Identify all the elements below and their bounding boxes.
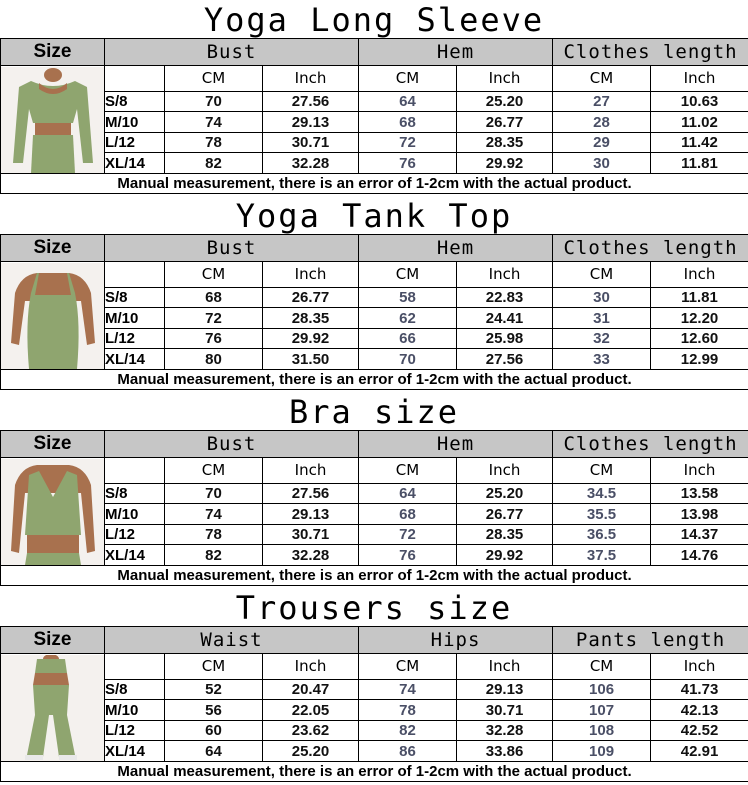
measurement-cell: 30.71 bbox=[263, 132, 359, 153]
size-label: XL/14 bbox=[105, 349, 165, 370]
unit-cm: CM bbox=[553, 66, 651, 92]
size-section-long-sleeve bbox=[0, 0, 748, 196]
measurement-cell: 13.58 bbox=[651, 483, 748, 504]
unit-cm: CM bbox=[165, 66, 263, 92]
measurement-cell: 23.62 bbox=[263, 720, 359, 741]
group-header: Clothes length bbox=[553, 431, 748, 458]
measurement-cell: 56 bbox=[165, 700, 263, 721]
measurement-cell: 31 bbox=[553, 308, 651, 329]
size-section-tank-top bbox=[0, 196, 748, 392]
size-label: M/10 bbox=[105, 504, 165, 525]
unit-inch: Inch bbox=[457, 654, 553, 680]
measurement-cell: 70 bbox=[165, 91, 263, 112]
measurement-cell: 27.56 bbox=[263, 91, 359, 112]
measurement-cell: 30.71 bbox=[457, 700, 553, 721]
measurement-cell: 70 bbox=[359, 349, 457, 370]
measurement-cell: 42.91 bbox=[651, 741, 748, 762]
measurement-cell: 31.50 bbox=[263, 349, 359, 370]
size-label: S/8 bbox=[105, 679, 165, 700]
measurement-cell: 76 bbox=[359, 545, 457, 566]
unit-inch: Inch bbox=[651, 458, 748, 484]
unit-inch: Inch bbox=[457, 262, 553, 288]
measurement-cell: 33.86 bbox=[457, 741, 553, 762]
measurement-cell: 29.13 bbox=[263, 112, 359, 133]
group-header: Hips bbox=[359, 627, 553, 654]
size-section-bra bbox=[0, 392, 748, 588]
measurement-cell: 109 bbox=[553, 741, 651, 762]
measurement-cell: 25.98 bbox=[457, 328, 553, 349]
measurement-cell: 68 bbox=[359, 504, 457, 525]
measurement-cell: 26.77 bbox=[263, 287, 359, 308]
measurement-cell: 82 bbox=[165, 153, 263, 174]
size-label: L/12 bbox=[105, 720, 165, 741]
measurement-cell: 14.37 bbox=[651, 524, 748, 545]
measurement-cell: 11.81 bbox=[651, 153, 748, 174]
unit-cm: CM bbox=[359, 262, 457, 288]
unit-inch: Inch bbox=[651, 262, 748, 288]
table-row bbox=[1, 153, 748, 174]
garment-illustration bbox=[1, 263, 105, 369]
group-header: Bust bbox=[105, 431, 359, 458]
garment-illustration bbox=[1, 459, 105, 565]
measurement-cell: 11.02 bbox=[651, 112, 748, 133]
measurement-cell: 12.99 bbox=[651, 349, 748, 370]
unit-cm: CM bbox=[359, 654, 457, 680]
size-label: M/10 bbox=[105, 700, 165, 721]
measurement-cell: 30.71 bbox=[263, 524, 359, 545]
product-photo bbox=[1, 458, 105, 566]
measurement-cell: 74 bbox=[359, 679, 457, 700]
section-title: Yoga Long Sleeve bbox=[203, 1, 545, 39]
table-row bbox=[1, 349, 748, 370]
size-label: L/12 bbox=[105, 132, 165, 153]
measurement-cell: 72 bbox=[359, 132, 457, 153]
section-title: Yoga Tank Top bbox=[235, 197, 513, 235]
measurement-cell: 14.76 bbox=[651, 545, 748, 566]
size-label: S/8 bbox=[105, 91, 165, 112]
measurement-cell: 11.42 bbox=[651, 132, 748, 153]
table-row bbox=[1, 308, 748, 329]
measurement-cell: 80 bbox=[165, 349, 263, 370]
measurement-cell: 30 bbox=[553, 153, 651, 174]
measurement-cell: 26.77 bbox=[457, 112, 553, 133]
measurement-cell: 28.35 bbox=[457, 524, 553, 545]
long-sleeve-crop-top-photo bbox=[1, 67, 105, 173]
group-header: Clothes length bbox=[553, 39, 748, 66]
unit-inch: Inch bbox=[263, 66, 359, 92]
group-header: Hem bbox=[359, 431, 553, 458]
unit-inch: Inch bbox=[651, 66, 748, 92]
measurement-cell: 72 bbox=[359, 524, 457, 545]
measurement-cell: 27.56 bbox=[457, 349, 553, 370]
measurement-cell: 78 bbox=[165, 132, 263, 153]
size-header: Size bbox=[1, 235, 105, 262]
measurement-cell: 26.77 bbox=[457, 504, 553, 525]
measurement-cell: 13.98 bbox=[651, 504, 748, 525]
garment-illustration bbox=[1, 67, 105, 173]
group-header: Waist bbox=[105, 627, 359, 654]
unit-inch: Inch bbox=[457, 66, 553, 92]
measurement-cell: 27.56 bbox=[263, 483, 359, 504]
measurement-cell: 30 bbox=[553, 287, 651, 308]
product-photo bbox=[1, 262, 105, 370]
table-row bbox=[1, 287, 748, 308]
size-label: M/10 bbox=[105, 112, 165, 133]
measurement-cell: 33 bbox=[553, 349, 651, 370]
measurement-cell: 32 bbox=[553, 328, 651, 349]
measurement-cell: 20.47 bbox=[263, 679, 359, 700]
measurement-cell: 72 bbox=[165, 308, 263, 329]
measurement-cell: 64 bbox=[359, 483, 457, 504]
table-row bbox=[1, 545, 748, 566]
size-section-trousers bbox=[0, 588, 748, 784]
measurement-cell: 64 bbox=[165, 741, 263, 762]
measurement-cell: 37.5 bbox=[553, 545, 651, 566]
measurement-cell: 27 bbox=[553, 91, 651, 112]
measurement-cell: 74 bbox=[165, 504, 263, 525]
measurement-cell: 78 bbox=[359, 700, 457, 721]
measurement-cell: 28.35 bbox=[457, 132, 553, 153]
size-label: L/12 bbox=[105, 524, 165, 545]
measurement-cell: 32.28 bbox=[457, 720, 553, 741]
measurement-cell: 68 bbox=[165, 287, 263, 308]
measurement-cell: 10.63 bbox=[651, 91, 748, 112]
product-photo bbox=[1, 654, 105, 762]
size-header: Size bbox=[1, 39, 105, 66]
measurement-cell: 86 bbox=[359, 741, 457, 762]
size-table bbox=[0, 38, 748, 194]
measurement-cell: 22.83 bbox=[457, 287, 553, 308]
measurement-cell: 25.20 bbox=[263, 741, 359, 762]
measurement-cell: 32.28 bbox=[263, 153, 359, 174]
measurement-cell: 82 bbox=[165, 545, 263, 566]
size-label: S/8 bbox=[105, 483, 165, 504]
size-table bbox=[0, 626, 748, 782]
measurement-cell: 74 bbox=[165, 112, 263, 133]
measurement-cell: 68 bbox=[359, 112, 457, 133]
unit-inch: Inch bbox=[651, 654, 748, 680]
measurement-cell: 29.92 bbox=[457, 153, 553, 174]
size-label: XL/14 bbox=[105, 153, 165, 174]
table-row bbox=[1, 112, 748, 133]
unit-cm: CM bbox=[359, 66, 457, 92]
measurement-cell: 76 bbox=[165, 328, 263, 349]
table-row bbox=[1, 132, 748, 153]
group-header: Hem bbox=[359, 235, 553, 262]
table-row bbox=[1, 679, 748, 700]
measurement-cell: 12.20 bbox=[651, 308, 748, 329]
table-row bbox=[1, 524, 748, 545]
unit-inch: Inch bbox=[457, 458, 553, 484]
measurement-cell: 29.92 bbox=[263, 328, 359, 349]
product-photo bbox=[1, 66, 105, 174]
measurement-cell: 108 bbox=[553, 720, 651, 741]
group-header: Bust bbox=[105, 39, 359, 66]
unit-cm: CM bbox=[165, 458, 263, 484]
measurement-cell: 60 bbox=[165, 720, 263, 741]
measurement-cell: 29.13 bbox=[457, 679, 553, 700]
garment-illustration bbox=[1, 655, 105, 761]
measurement-cell: 62 bbox=[359, 308, 457, 329]
table-row bbox=[1, 700, 748, 721]
group-header: Clothes length bbox=[553, 235, 748, 262]
size-table bbox=[0, 234, 748, 390]
section-title: Bra size bbox=[288, 393, 460, 431]
size-label: S/8 bbox=[105, 287, 165, 308]
measurement-cell: 82 bbox=[359, 720, 457, 741]
table-row bbox=[1, 741, 748, 762]
flare-trousers-photo bbox=[1, 655, 105, 761]
unit-inch: Inch bbox=[263, 262, 359, 288]
measurement-cell: 24.41 bbox=[457, 308, 553, 329]
unit-cm: CM bbox=[165, 654, 263, 680]
measurement-cell: 32.28 bbox=[263, 545, 359, 566]
measurement-cell: 12.60 bbox=[651, 328, 748, 349]
size-table bbox=[0, 430, 748, 586]
unit-cm: CM bbox=[359, 458, 457, 484]
measurement-cell: 107 bbox=[553, 700, 651, 721]
measurement-cell: 64 bbox=[359, 91, 457, 112]
size-label: M/10 bbox=[105, 308, 165, 329]
group-header: Pants length bbox=[553, 627, 748, 654]
measurement-cell: 11.81 bbox=[651, 287, 748, 308]
section-title: Trousers size bbox=[235, 589, 513, 627]
measurement-cell: 106 bbox=[553, 679, 651, 700]
tank-top-photo bbox=[1, 263, 105, 369]
size-label: XL/14 bbox=[105, 545, 165, 566]
measurement-cell: 66 bbox=[359, 328, 457, 349]
measurement-cell: 28 bbox=[553, 112, 651, 133]
unit-inch: Inch bbox=[263, 458, 359, 484]
measurement-cell: 25.20 bbox=[457, 91, 553, 112]
size-label: L/12 bbox=[105, 328, 165, 349]
sports-bra-photo bbox=[1, 459, 105, 565]
measurement-cell: 78 bbox=[165, 524, 263, 545]
measurement-cell: 42.13 bbox=[651, 700, 748, 721]
size-label: XL/14 bbox=[105, 741, 165, 762]
table-row bbox=[1, 483, 748, 504]
measurement-note: Manual measurement, there is an error of 1-2cm with the actual product. bbox=[1, 762, 748, 782]
measurement-cell: 42.52 bbox=[651, 720, 748, 741]
group-header: Bust bbox=[105, 235, 359, 262]
measurement-cell: 22.05 bbox=[263, 700, 359, 721]
table-row bbox=[1, 504, 748, 525]
unit-cm: CM bbox=[553, 458, 651, 484]
table-row bbox=[1, 328, 748, 349]
table-row bbox=[1, 720, 748, 741]
measurement-note: Manual measurement, there is an error of 1-2cm with the actual product. bbox=[1, 370, 748, 390]
measurement-cell: 29 bbox=[553, 132, 651, 153]
measurement-cell: 34.5 bbox=[553, 483, 651, 504]
measurement-cell: 29.92 bbox=[457, 545, 553, 566]
measurement-cell: 25.20 bbox=[457, 483, 553, 504]
unit-cm: CM bbox=[553, 262, 651, 288]
measurement-note: Manual measurement, there is an error of 1-2cm with the actual product. bbox=[1, 566, 748, 586]
measurement-cell: 36.5 bbox=[553, 524, 651, 545]
measurement-cell: 35.5 bbox=[553, 504, 651, 525]
measurement-note: Manual measurement, there is an error of 1-2cm with the actual product. bbox=[1, 174, 748, 194]
measurement-cell: 28.35 bbox=[263, 308, 359, 329]
unit-inch: Inch bbox=[263, 654, 359, 680]
measurement-cell: 52 bbox=[165, 679, 263, 700]
measurement-cell: 70 bbox=[165, 483, 263, 504]
group-header: Hem bbox=[359, 39, 553, 66]
size-header: Size bbox=[1, 627, 105, 654]
measurement-cell: 76 bbox=[359, 153, 457, 174]
measurement-cell: 58 bbox=[359, 287, 457, 308]
measurement-cell: 41.73 bbox=[651, 679, 748, 700]
size-header: Size bbox=[1, 431, 105, 458]
unit-cm: CM bbox=[165, 262, 263, 288]
table-row bbox=[1, 91, 748, 112]
unit-cm: CM bbox=[553, 654, 651, 680]
measurement-cell: 29.13 bbox=[263, 504, 359, 525]
